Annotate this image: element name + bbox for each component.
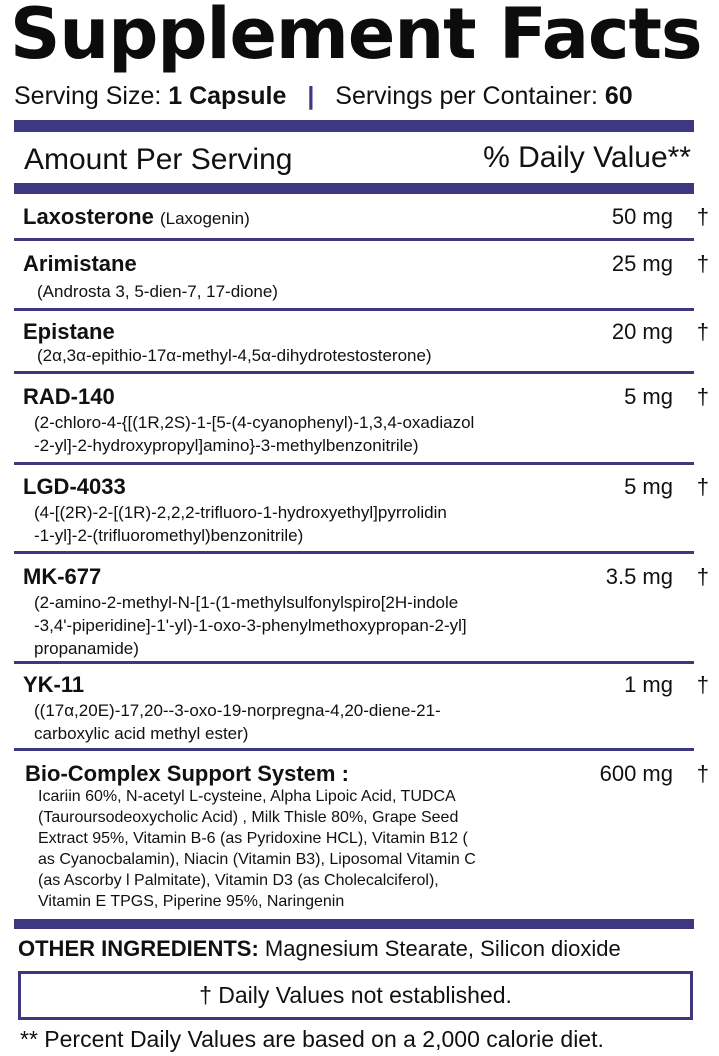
row-divider	[14, 661, 694, 664]
other-ingredients-label: OTHER INGREDIENTS:	[18, 936, 259, 961]
ingredient-amount: 3.5 mg	[605, 564, 673, 589]
amount-per-serving-header: Amount Per Serving	[24, 143, 293, 176]
other-ingredients	[18, 934, 621, 964]
servings-per-container-value: 60	[604, 82, 633, 110]
serving-separator: |	[307, 82, 315, 110]
dagger-mark: †	[696, 384, 709, 409]
dagger-mark: †	[696, 204, 709, 229]
ingredient-amount: 600 mg	[599, 761, 673, 786]
dagger-mark: †	[696, 319, 709, 344]
ingredient-description: (2α,3α-epithio-17α-methyl-4,5α-dihydrotestosterone)	[37, 346, 432, 365]
daily-value-note-box	[18, 971, 693, 1020]
row-divider	[14, 462, 694, 465]
row-divider	[14, 551, 694, 554]
serving-size-value: 1 Capsule	[168, 82, 287, 110]
servings-per-container-label: Servings per Container:	[335, 82, 598, 110]
row-divider	[14, 371, 694, 374]
ingredient-alias: (Laxogenin)	[159, 209, 250, 228]
ingredient-description: (4-[(2R)-2-[(1R)-2,2,2-trifluoro-1-hydroxyethyl]pyrrolidin -1-yl]-2-(trifluoromethyl)benzonitrile)	[34, 503, 447, 545]
ingredient-description: (2-chloro-4-{[(1R,2S)-1-[5-(4-cyanophenyl)-1,3,4-oxadiazol -2-yl]-2-hydroxypropyl]amino}-3-methylbenzonitrile)	[34, 413, 475, 455]
ingredient-description: (Androsta 3, 5-dien-7, 17-dione)	[37, 282, 278, 301]
ingredient-amount: 25 mg	[611, 251, 673, 276]
ingredient-name: Epistane	[23, 319, 115, 344]
ingredient-name: MK-677	[23, 564, 102, 589]
ingredient-name: RAD-140	[23, 384, 115, 409]
ingredient-name: Bio-Complex Support System :	[25, 761, 349, 786]
row-divider	[14, 308, 694, 311]
other-ingredients-value: Magnesium Stearate, Silicon dioxide	[264, 936, 621, 961]
daily-value-note: † Daily Values not established.	[199, 982, 512, 1008]
ingredient-description: (2-amino-2-methyl-N-[1-(1-methylsulfonylspiro[2H-indole -3,4'-piperidine]-1'-yl)-1-oxo-3-phenylmethoxypropan-2-yl] propanamide)	[34, 593, 467, 658]
ingredient-amount: 5 mg	[624, 474, 673, 499]
bottom-divider	[14, 919, 694, 929]
ingredient-amount: 20 mg	[611, 319, 673, 344]
ingredient-description: ((17α,20E)-17,20--3-oxo-19-norpregna-4,20-diene-21- carboxylic acid methyl ester)	[34, 701, 441, 743]
dagger-mark: †	[696, 761, 709, 786]
header-divider	[14, 183, 694, 194]
panel-title: Supplement Facts	[10, 0, 702, 75]
serving-info	[14, 80, 633, 112]
row-divider	[14, 748, 694, 751]
ingredient-name: LGD-4033	[23, 474, 126, 499]
ingredient-name: Arimistane	[23, 251, 137, 276]
percent-dv-footnote: ** Percent Daily Values are based on a 2,000 calorie diet.	[20, 1026, 604, 1052]
dagger-mark: †	[696, 474, 709, 499]
dagger-mark: †	[696, 564, 709, 589]
ingredient-amount: 1 mg	[624, 672, 673, 697]
dagger-mark: †	[696, 251, 709, 276]
daily-value-header: % Daily Value**	[483, 141, 691, 174]
serving-size-label: Serving Size:	[14, 82, 162, 110]
ingredient-amount: 5 mg	[624, 384, 673, 409]
ingredient-description: Icariin 60%, N-acetyl L-cysteine, Alpha Lipoic Acid, TUDCA (Tauroursodeoxycholic Acid) , Milk Thisle 80%, Grape Seed Extract 95%, Vitamin B-6 (as Pyridoxine HCL), Vitamin B12 ( as Cyanocbalamin), Niacin (Vitamin B3), Liposomal Vitamin C (as Ascorby l Palmitate), Vitamin D3 (as Cholecalciferol), Vitamin E TPGS, Piperine 95%, Naringenin	[38, 788, 476, 910]
ingredient-amount: 50 mg	[611, 204, 673, 229]
ingredient-name: YK-11	[23, 672, 85, 697]
row-divider	[14, 238, 694, 241]
dagger-mark: †	[696, 672, 709, 697]
top-divider	[14, 120, 694, 132]
ingredient-name: Laxosterone (Laxogenin)	[23, 204, 250, 229]
